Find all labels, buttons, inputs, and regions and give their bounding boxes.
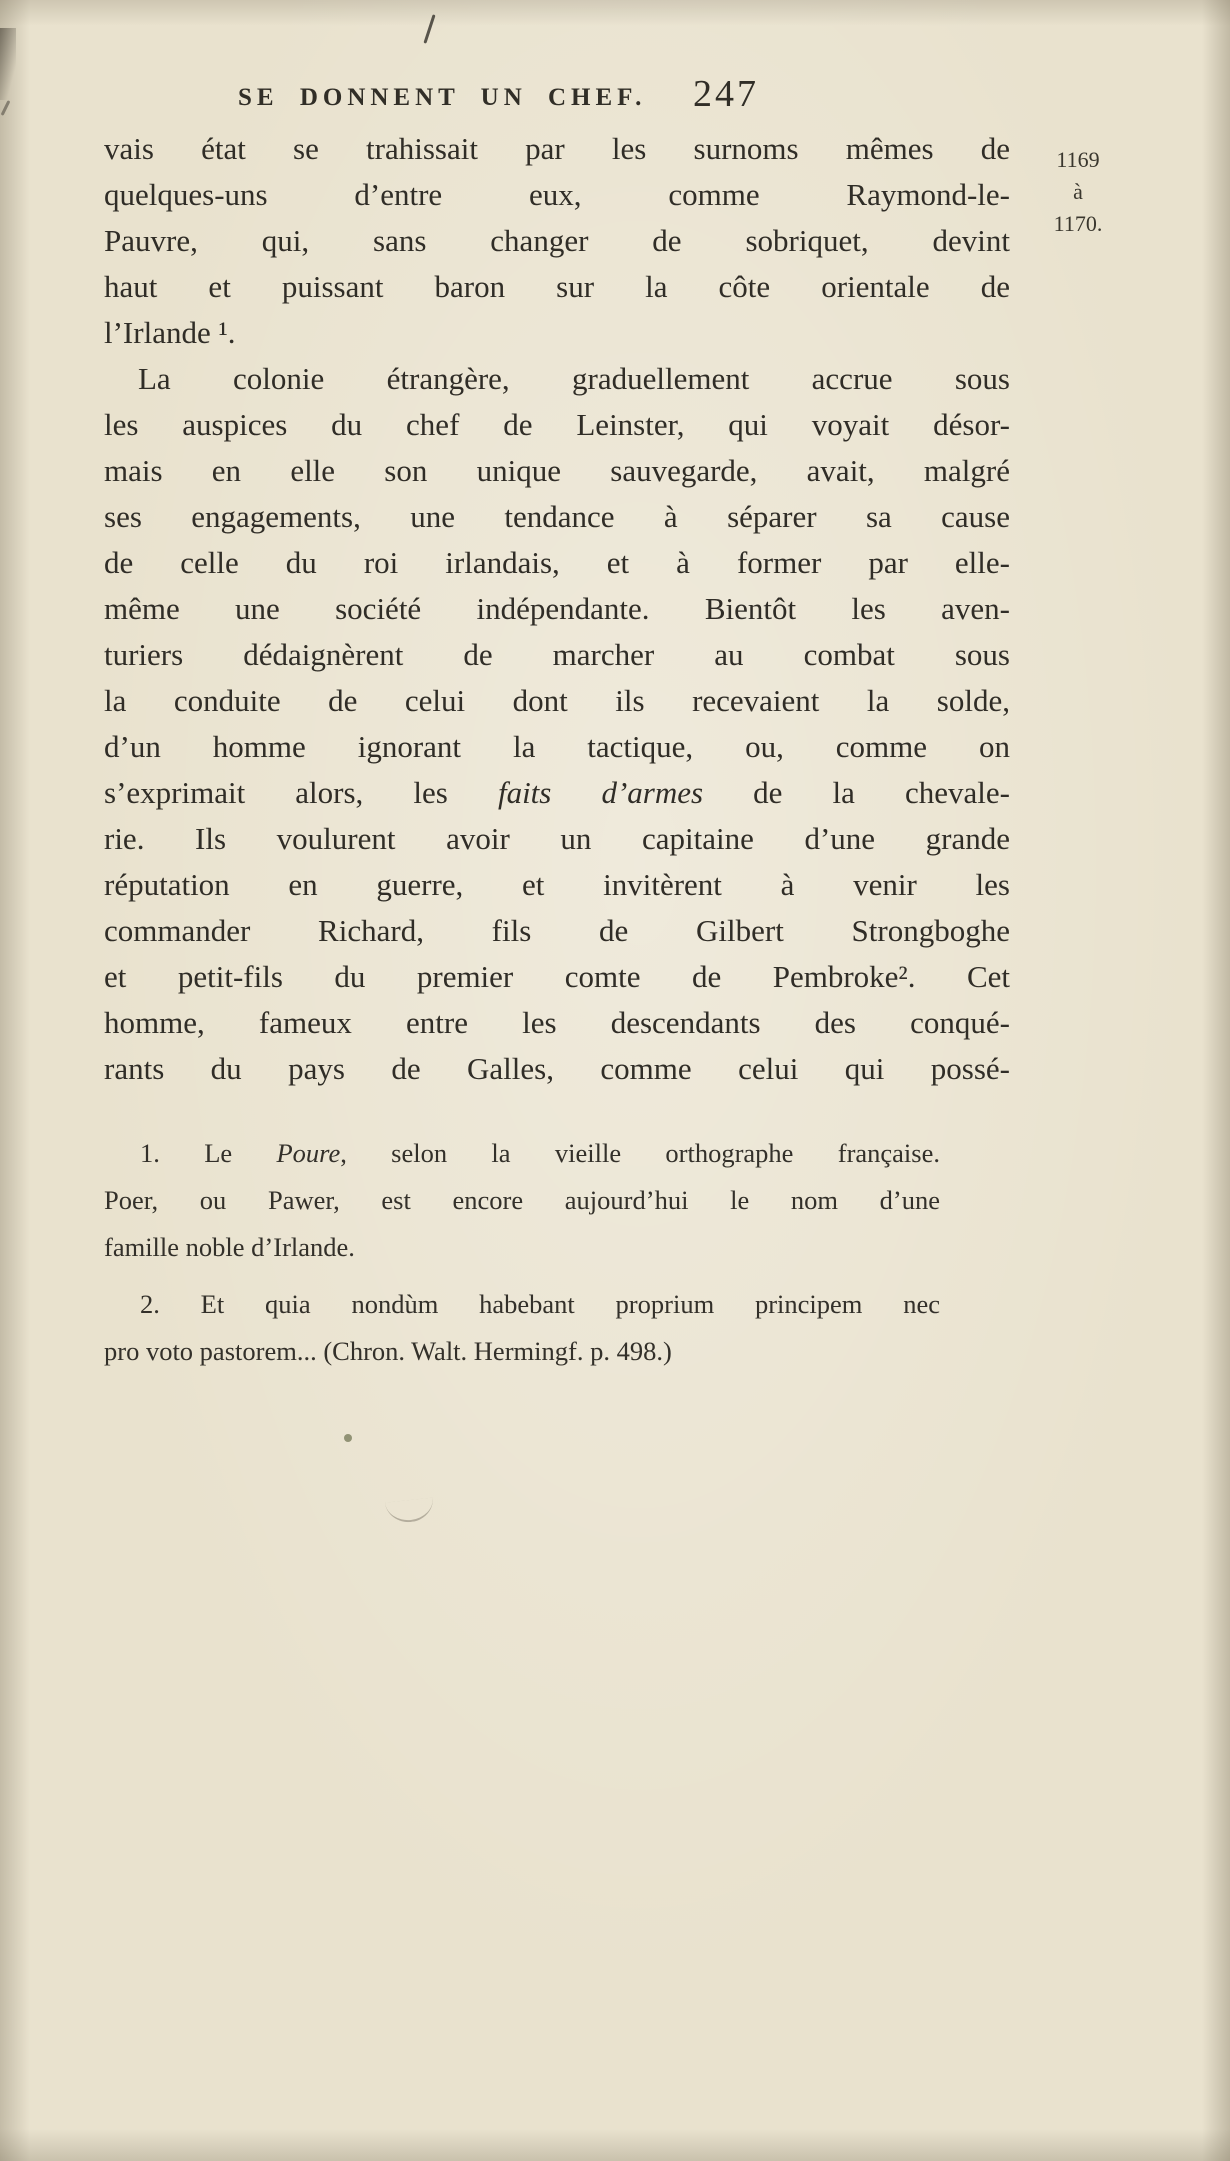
text-line: mais en elle son unique sauvegarde, avait, malgré <box>104 453 1010 488</box>
text-line: d’un homme ignorant la tactique, ou, comme on <box>104 729 1010 764</box>
footnote-line: Poer, ou Pawer, est encore aujourd’hui le nom d’une <box>104 1185 940 1215</box>
footnote-line <box>104 1130 940 1177</box>
italic-word: Poure <box>276 1138 341 1168</box>
text-line: les auspices du chef de Leinster, qui voyait désor- <box>104 407 1010 442</box>
margin-year-start: 1169 <box>1056 147 1100 172</box>
text-line: rie. Ils voulurent avoir un capitaine d’une grande <box>104 821 1010 856</box>
text-line: de celle du roi irlandais, et à former par elle- <box>104 545 1010 580</box>
text-segment: 1. Le <box>140 1138 277 1168</box>
text-line: la conduite de celui dont ils recevaient la solde, <box>104 683 1010 718</box>
margin-year-note <box>1026 144 1130 240</box>
body-text <box>104 126 1010 1092</box>
footnote-line: famille noble d’Irlande. <box>104 1232 355 1262</box>
scan-slash-mark <box>423 14 435 43</box>
text-line: réputation en guerre, et invitèrent à venir les <box>104 867 1010 902</box>
text-segment: de la chevale- <box>703 775 1010 810</box>
text-line: vais état se trahissait par les surnoms mêmes de <box>104 131 1010 166</box>
margin-year-separator: à <box>1073 179 1083 204</box>
text-line: quelques-uns d’entre eux, comme Raymond-le- <box>104 177 1010 212</box>
text-line: La colonie étrangère, graduellement accrue sous <box>138 361 1010 396</box>
scan-edge-mark <box>1 100 11 116</box>
ink-speck <box>344 1434 352 1442</box>
text-segment: s’exprimait alors, les <box>104 775 498 810</box>
text-line: l’Irlande ¹. <box>104 315 236 350</box>
scan-corner-shadow <box>0 28 16 100</box>
text-line <box>104 770 1010 816</box>
running-title: SE DONNENT UN CHEF. <box>238 84 647 111</box>
page-number: 247 <box>693 73 759 115</box>
footnotes <box>104 1130 940 1375</box>
text-line: Pauvre, qui, sans changer de sobriquet, devint <box>104 223 1010 258</box>
text-line: haut et puissant baron sur la côte orientale de <box>104 269 1010 304</box>
text-line: et petit-fils du premier comte de Pembroke². Cet <box>104 959 1010 994</box>
italic-phrase: faits d’armes <box>497 775 704 810</box>
margin-year-end: 1170. <box>1053 211 1103 236</box>
text-line: turiers dédaignèrent de marcher au combat sous <box>104 637 1010 672</box>
footnote-line: 2. Et quia nondùm habebant proprium principem nec <box>140 1289 940 1319</box>
text-line: ses engagements, une tendance à séparer sa cause <box>104 499 1010 534</box>
text-line: commander Richard, fils de Gilbert Strongboghe <box>104 913 1010 948</box>
footnote-line: pro voto pastorem... (Chron. Walt. Hermingf. p. 498.) <box>104 1336 672 1366</box>
footnote-1 <box>104 1130 940 1271</box>
text-line: même une société indépendante. Bientôt les aven- <box>104 591 1010 626</box>
pencil-mark <box>385 1498 435 1525</box>
text-line: homme, fameux entre les descendants des conqué- <box>104 1005 1010 1040</box>
footnote-2 <box>104 1281 940 1375</box>
text-segment: , selon la vieille orthographe française. <box>340 1138 940 1168</box>
text-line: rants du pays de Galles, comme celui qui possé- <box>104 1051 1010 1086</box>
